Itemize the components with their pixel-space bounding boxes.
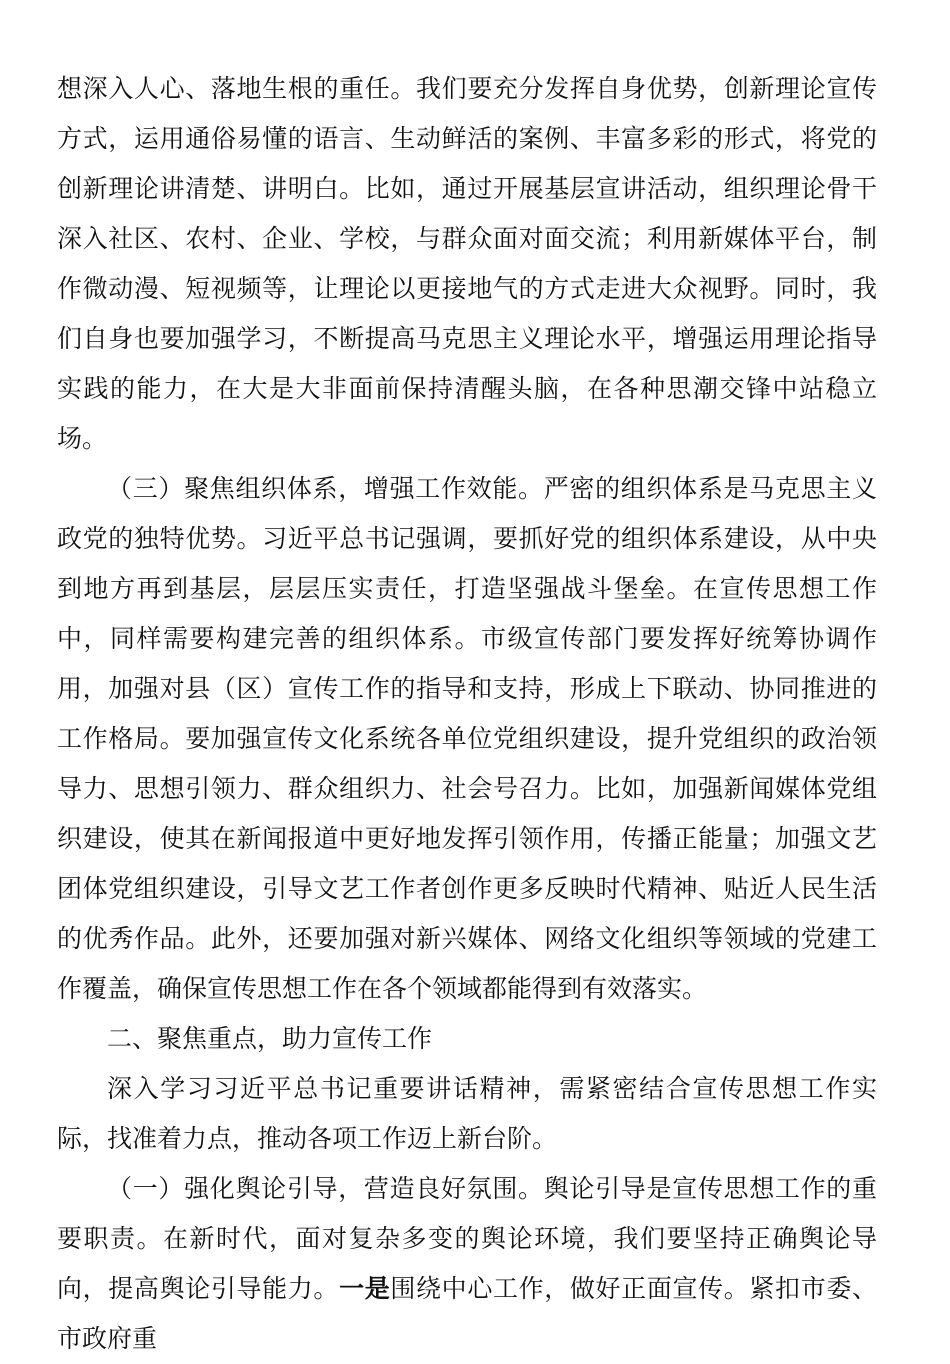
bold-marker-first: 一是	[339, 1274, 391, 1303]
section-heading-2: 二、聚焦重点，助力宣传工作	[107, 1024, 433, 1053]
public-opinion-intro: （一）强化舆论引导，营造良好氛围。舆论引导是宣传思想工作的重要职责。在新时代，面对复杂多变的舆论环境，我们要坚持正确舆论导向，提高舆论引导能力。	[57, 1174, 877, 1303]
paragraph-theory-propaganda: 想深入人心、落地生根的重任。我们要充分发挥自身优势，创新理论宣传方式，运用通俗易懂的语言、生动鲜活的案例、丰富多彩的形式，将党的创新理论讲清楚、讲明白。比如，通过开展基层宣讲活动，组织理论骨干深入社区、农村、企业、学校，与群众面对面交流；利用新媒体平台，制作微动漫、短视频等，让理论以更接地气的方式走进大众视野。同时，我们自身也要加强学习，不断提高马克思主义理论水平，增强运用理论指导实践的能力，在大是大非面前保持清醒头脑，在各种思潮交锋中站稳立场。	[57, 74, 877, 453]
paragraph-section-2-intro: 深入学习习近平总书记重要讲话精神，需紧密结合宣传思想工作实际，找准着力点，推动各项工作迈上新台阶。	[57, 1074, 877, 1153]
public-opinion-first-point: 围绕中心工作，做好正面宣传。紧扣市委、市政府重	[57, 1274, 877, 1353]
paragraph-public-opinion	[57, 1164, 877, 1364]
document-body	[57, 64, 877, 1364]
paragraph-organization-system: （三）聚焦组织体系，增强工作效能。严密的组织体系是马克思主义政党的独特优势。习近平总书记强调，要抓好党的组织体系建设，从中央到地方再到基层，层层压实责任，打造坚强战斗堡垒。在宣传思想工作中，同样需要构建完善的组织体系。市级宣传部门要发挥好统筹协调作用，加强对县（区）宣传工作的指导和支持，形成上下联动、协同推进的工作格局。要加强宣传文化系统各单位党组织建设，提升党组织的政治领导力、思想引领力、群众组织力、社会号召力。比如，加强新闻媒体党组织建设，使其在新闻报道中更好地发挥引领作用，传播正能量；加强文艺团体党组织建设，引导文艺工作者创作更多反映时代精神、贴近人民生活的优秀作品。此外，还要加强对新兴媒体、网络文化组织等领域的党建工作覆盖，确保宣传思想工作在各个领域都能得到有效落实。	[57, 474, 877, 1003]
